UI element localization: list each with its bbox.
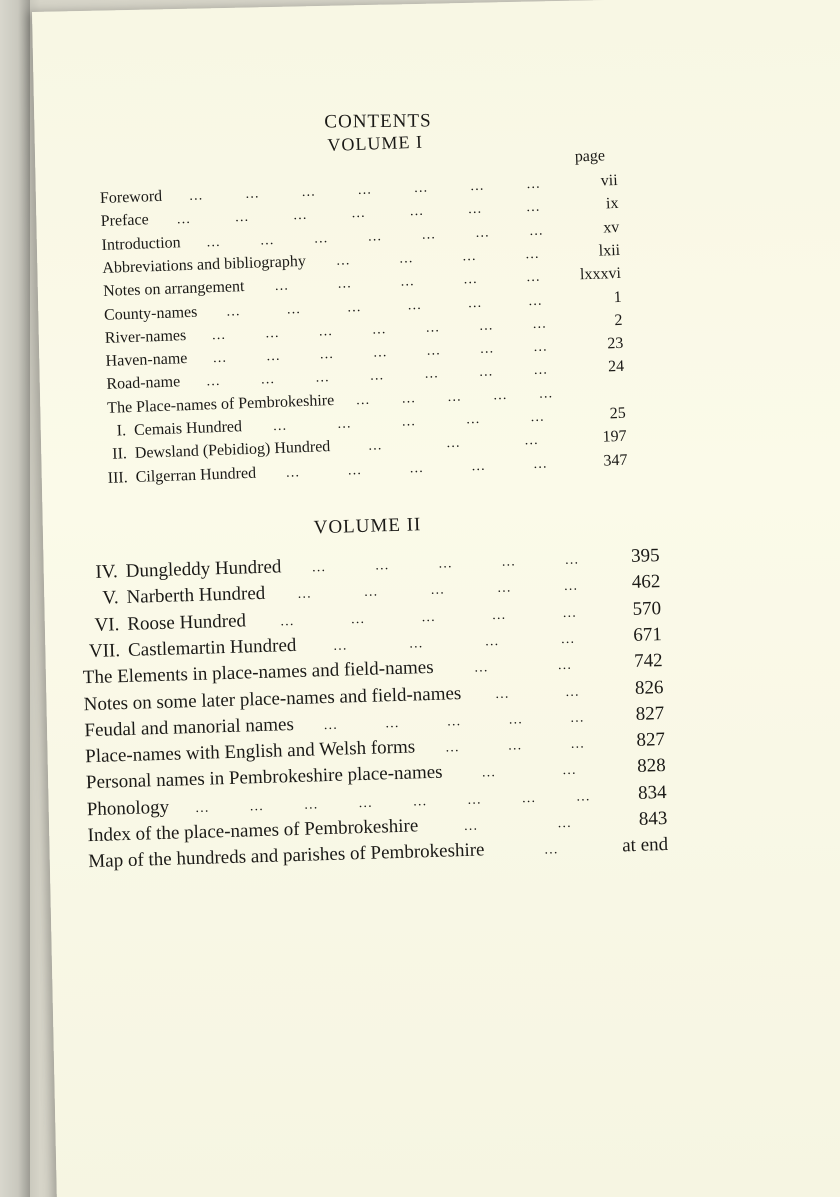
toc-entry-label: Notes on arrangement	[102, 278, 245, 301]
toc-entry-page: 570	[632, 597, 662, 620]
toc-entry-page: 843	[638, 807, 668, 830]
toc-entry-page: 828	[636, 755, 667, 778]
toc-entry-page: at end	[621, 834, 669, 857]
toc-entry-number: IV.	[95, 561, 119, 583]
toc-entry-page: 25	[609, 404, 627, 423]
toc-entry-page: 462	[631, 571, 661, 594]
toc-entry-label: Phonology	[86, 796, 170, 820]
toc-entry-page: 827	[636, 729, 666, 751]
toc-leader-dots: … …	[473, 657, 573, 676]
toc-leader-dots: … …	[463, 815, 573, 835]
toc-leader-dots: … … … … … … …	[211, 316, 548, 343]
toc-entry-label: County-names	[103, 303, 198, 324]
toc-entry-page: 827	[635, 702, 665, 725]
toc-leader-dots: … … … … …	[323, 710, 586, 733]
toc-entry-label: Haven-name	[105, 350, 188, 370]
toc-entry-page: 2	[614, 311, 623, 329]
toc-entry-page: ix	[605, 195, 619, 213]
toc-entry-page: 347	[603, 451, 628, 470]
toc-entry-label: The Place-names of Pembrokeshire	[106, 391, 335, 417]
toc-entry-number: V.	[102, 587, 119, 609]
contents-title: CONTENTS	[324, 110, 432, 133]
toc-entry-label: Feudal and manorial names	[84, 713, 295, 742]
toc-entry-label: Place-names with English and Welsh forms	[84, 736, 416, 768]
toc-entry-label: The Elements in place-names and field-names	[82, 657, 434, 689]
toc-entry-page: 742	[633, 650, 663, 673]
toc-entry-label: River-names	[104, 326, 187, 347]
toc-entry-page: 1	[613, 288, 622, 306]
toc-entry-page: lxxxvi	[579, 265, 622, 284]
toc-entry-label: Abbreviations and bibliography	[102, 252, 307, 277]
page-column-label: page	[574, 147, 606, 166]
toc-entry-number: II.	[111, 445, 128, 464]
toc-leader-dots: … … … … … … …	[212, 339, 549, 367]
toc-entry-page: 834	[637, 781, 667, 804]
toc-entry-label: Road-name	[106, 373, 181, 394]
toc-entry-page: 24	[607, 358, 625, 376]
toc-entry-label: Dungleddy Hundred	[125, 556, 282, 582]
toc-leader-dots: … … … … …	[296, 578, 579, 603]
toc-entry-number: I.	[116, 422, 127, 440]
toc-leader-dots: … … … … …	[285, 456, 549, 481]
toc-entry-page: 23	[607, 334, 624, 353]
toc-entry-page: 395	[630, 545, 660, 567]
toc-entry-number: VII.	[88, 640, 121, 662]
toc-entry-page: lxii	[598, 241, 621, 260]
toc-entry-label: Foreword	[99, 187, 163, 207]
toc-leader-dots: … …	[494, 684, 581, 702]
toc-leader-dots: … … …	[444, 736, 586, 756]
toc-leader-dots: … … … …	[335, 246, 541, 269]
toc-entry-label: Index of the place-names of Pembrokeshire	[87, 815, 419, 847]
toc-entry-number: VI.	[94, 613, 120, 636]
toc-leader-dots: … … … … … … …	[205, 223, 545, 250]
toc-entry-label: Narberth Hundred	[126, 583, 266, 609]
volume-2-heading: VOLUME II	[313, 514, 422, 539]
toc-leader-dots: … … … … …	[272, 409, 546, 435]
toc-leader-dots: … …	[481, 763, 578, 781]
toc-leader-dots: …	[543, 842, 560, 858]
toc-leader-dots: … … … …	[332, 631, 576, 654]
toc-leader-dots: … … … … …	[279, 605, 578, 629]
toc-entry-label: Roose Hundred	[127, 609, 247, 635]
toc-entry-label: Map of the hundreds and parishes of Pembrokeshire	[88, 839, 485, 873]
toc-entry-page: 826	[634, 676, 664, 699]
toc-leader-dots: … … … … …	[274, 269, 542, 295]
toc-entry-page: 671	[633, 623, 663, 646]
toc-entry-label: Cemais Hundred	[133, 418, 243, 439]
toc-leader-dots: … … …	[367, 433, 540, 455]
toc-entry-label: Dewsland (Pebidiog) Hundred	[134, 438, 331, 463]
toc-entry-label: Notes on some later place-names and field-names	[83, 682, 462, 715]
toc-entry-label: Preface	[100, 211, 149, 231]
toc-entry-page: vii	[600, 171, 618, 190]
toc-entry-number: III.	[107, 468, 128, 487]
toc-leader-dots: … … … … … …	[225, 293, 544, 320]
toc-entry-label: Personal names in Pembrokeshire place-names	[85, 762, 443, 794]
toc-entry-label: Castlemartin Hundred	[127, 634, 297, 661]
toc-leader-dots: … … … … …	[355, 385, 554, 408]
toc-leader-dots: … … … … … … … …	[194, 788, 592, 816]
toc-leader-dots: … … … … … … …	[188, 176, 542, 204]
toc-leader-dots: … … … … …	[311, 552, 580, 576]
toc-entry-label: Cilgerran Hundred	[135, 464, 257, 486]
toc-leader-dots: … … … … … … …	[176, 199, 542, 228]
toc-entry-page: 197	[602, 428, 627, 446]
toc-leader-dots: … … … … … … …	[205, 362, 549, 390]
toc-entry-label: Introduction	[101, 233, 181, 254]
toc-entry-page: xv	[602, 218, 620, 237]
volume-1-heading: VOLUME I	[327, 131, 424, 156]
